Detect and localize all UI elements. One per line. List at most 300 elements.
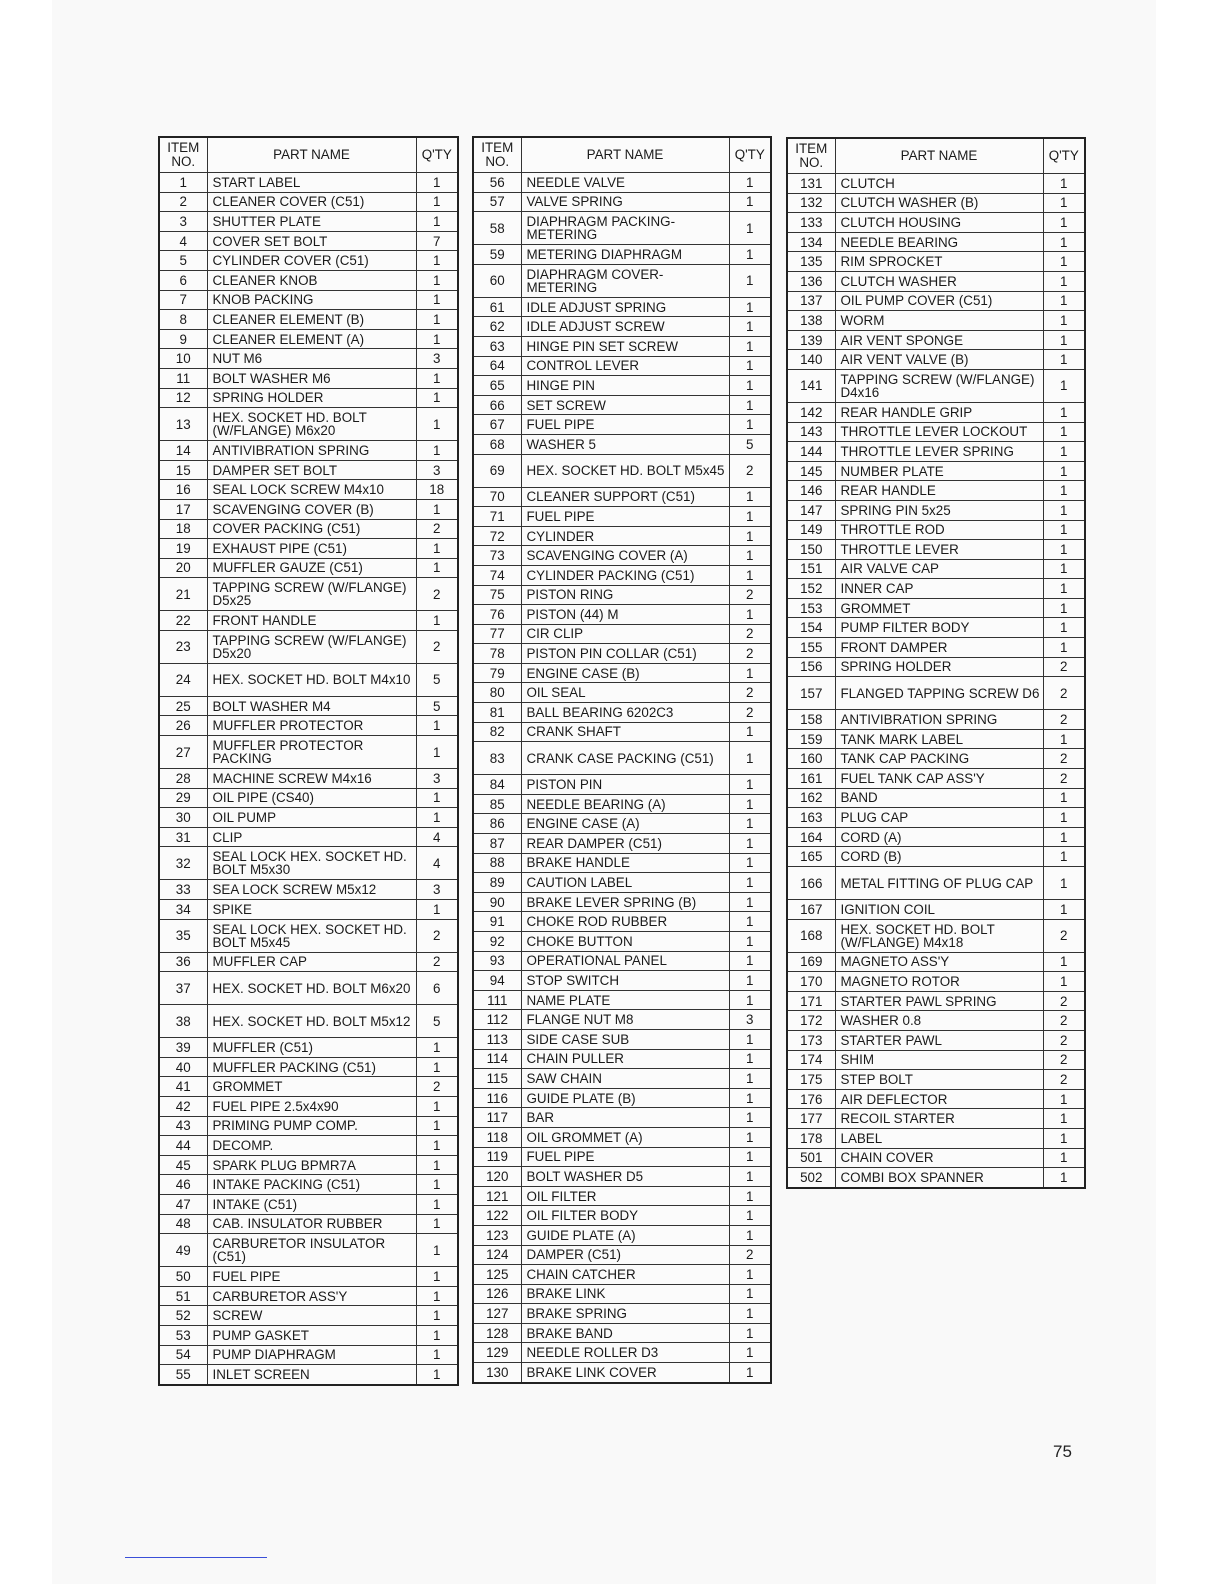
item-number: 41 [159,1077,207,1097]
part-name: INNER CAP [835,579,1043,599]
quantity: 1 [1043,1089,1085,1109]
table-row [159,231,458,251]
part-name: MUFFLER (C51) [207,1038,416,1058]
quantity: 1 [729,356,771,376]
quantity: 3 [416,880,458,900]
quantity: 1 [729,192,771,212]
item-number: 124 [473,1245,521,1265]
quantity: 1 [1043,847,1085,867]
part-name: FUEL PIPE [207,1267,416,1287]
item-number: 157 [787,677,835,710]
table-row [787,520,1085,540]
item-number: 176 [787,1089,835,1109]
part-name: LABEL [835,1128,1043,1148]
quantity: 1 [416,1097,458,1117]
item-number: 72 [473,526,521,546]
item-number: 35 [159,919,207,952]
table-row [787,1109,1085,1129]
part-name: ENGINE CASE (B) [521,663,729,683]
quantity: 5 [729,434,771,454]
quantity: 1 [416,441,458,461]
item-number: 60 [473,264,521,297]
table-row [159,900,458,920]
item-number: 8 [159,310,207,330]
item-number: 71 [473,507,521,527]
quantity: 2 [729,703,771,723]
item-number: 64 [473,356,521,376]
part-name: MUFFLER PACKING (C51) [207,1057,416,1077]
quantity: 1 [1043,311,1085,331]
table-row [159,1325,458,1345]
quantity: 1 [729,1343,771,1363]
part-name: SIDE CASE SUB [521,1029,729,1049]
item-number: 131 [787,174,835,194]
table-row [787,402,1085,422]
item-number: 74 [473,565,521,585]
table-row [787,1089,1085,1109]
part-name: OIL PUMP [207,808,416,828]
table-row [473,605,771,625]
table-row [473,794,771,814]
part-name: CAB. INSULATOR RUBBER [207,1214,416,1234]
quantity: 2 [729,585,771,605]
item-number: 29 [159,788,207,808]
part-name: COMBI BOX SPANNER [835,1168,1043,1188]
item-number: 122 [473,1206,521,1226]
table-row [159,251,458,271]
part-name: COVER SET BOLT [207,231,416,251]
table-row [159,329,458,349]
quantity: 1 [1043,213,1085,233]
item-number: 165 [787,847,835,867]
part-name: SPRING HOLDER [207,388,416,408]
table-row [159,1214,458,1234]
table-row [787,481,1085,501]
quantity: 1 [1043,481,1085,501]
quantity: 1 [1043,520,1085,540]
item-number: 172 [787,1011,835,1031]
part-name: AIR DEFLECTOR [835,1089,1043,1109]
table-row [473,1069,771,1089]
part-name: ENGINE CASE (A) [521,814,729,834]
part-name: CLEANER ELEMENT (B) [207,310,416,330]
part-name: HEX. SOCKET HD. BOLT M5x45 [521,454,729,487]
table-row [159,1077,458,1097]
item-number: 52 [159,1306,207,1326]
qty-header: Q'TY [1043,138,1085,174]
item-number: 2 [159,192,207,212]
table-row [473,1127,771,1147]
table-row [473,951,771,971]
table-row [473,1088,771,1108]
item-number: 155 [787,638,835,658]
quantity: 1 [416,192,458,212]
part-name: PISTON (44) M [521,605,729,625]
quantity: 1 [416,310,458,330]
part-name: INTAKE (C51) [207,1194,416,1214]
item-number: 30 [159,808,207,828]
table-row [159,368,458,388]
table-row [787,677,1085,710]
quantity: 2 [729,644,771,664]
quantity: 1 [729,415,771,435]
table-row [159,212,458,232]
item-number: 166 [787,867,835,900]
quantity: 1 [416,212,458,232]
item-number: 152 [787,579,835,599]
part-name: BRAKE LINK [521,1284,729,1304]
item-number: 170 [787,972,835,992]
table-row [159,1097,458,1117]
quantity: 1 [729,336,771,356]
table-row [787,442,1085,462]
part-name: SEA LOCK SCREW M5x12 [207,880,416,900]
quantity: 1 [729,1127,771,1147]
table-row [159,788,458,808]
item-number: 75 [473,585,521,605]
table-row [473,395,771,415]
part-name: AIR VENT VALVE (B) [835,350,1043,370]
item-number: 135 [787,252,835,272]
parts-rows [473,173,771,1383]
part-name: BRAKE HANDLE [521,853,729,873]
part-name: OIL FILTER BODY [521,1206,729,1226]
item-number: 39 [159,1038,207,1058]
table-row [473,1343,771,1363]
item-number: 141 [787,369,835,402]
table-row [473,892,771,912]
part-name: TAPPING SCREW (W/FLANGE) D5x25 [207,578,416,611]
item-number: 57 [473,192,521,212]
part-name: AIR VALVE CAP [835,559,1043,579]
table-row [473,775,771,795]
item-number: 116 [473,1088,521,1108]
table-row [473,336,771,356]
table-row [473,1108,771,1128]
quantity: 3 [416,769,458,789]
table-row [473,585,771,605]
part-name: SET SCREW [521,395,729,415]
quantity: 1 [416,1194,458,1214]
part-name: BOLT WASHER M6 [207,368,416,388]
table-row [473,434,771,454]
table-row [473,1167,771,1187]
part-name: FRONT DAMPER [835,638,1043,658]
quantity: 2 [416,1077,458,1097]
quantity: 1 [1043,369,1085,402]
footer-link-line [125,1557,267,1558]
table-row [787,330,1085,350]
quantity: 1 [416,1214,458,1234]
quantity: 1 [729,775,771,795]
table-row [159,1267,458,1287]
part-name: COVER PACKING (C51) [207,519,416,539]
table-row [473,703,771,723]
quantity: 1 [1043,174,1085,194]
table-row [159,1194,458,1214]
item-number: 63 [473,336,521,356]
table-row [159,349,458,369]
item-number: 120 [473,1167,521,1187]
quantity: 1 [729,1225,771,1245]
item-number: 83 [473,742,521,775]
part-name: OIL PUMP COVER (C51) [835,291,1043,311]
part-name: OIL FILTER [521,1186,729,1206]
quantity: 1 [729,1167,771,1187]
quantity: 1 [416,1286,458,1306]
quantity: 1 [416,1038,458,1058]
quantity: 1 [1043,442,1085,462]
quantity: 1 [416,270,458,290]
item-number: 67 [473,415,521,435]
item-number: 164 [787,827,835,847]
quantity: 2 [1043,1070,1085,1090]
item-number: 115 [473,1069,521,1089]
part-name: DAMPER (C51) [521,1245,729,1265]
item-number: 128 [473,1323,521,1343]
table-row [159,1116,458,1136]
part-name: IDLE ADJUST SPRING [521,297,729,317]
part-name: HEX. SOCKET HD. BOLT M4x10 [207,663,416,696]
part-name: WASHER 0.8 [835,1011,1043,1031]
item-number: 159 [787,729,835,749]
part-name: CYLINDER PACKING (C51) [521,565,729,585]
table-row [473,1029,771,1049]
item-number: 169 [787,952,835,972]
quantity: 5 [416,696,458,716]
item-number: 15 [159,460,207,480]
part-name: CYLINDER COVER (C51) [207,251,416,271]
quantity: 1 [729,526,771,546]
quantity: 1 [1043,972,1085,992]
item-no-header: ITEM NO. [787,138,835,174]
item-number: 34 [159,900,207,920]
table-row [159,716,458,736]
table-row [473,565,771,585]
quantity: 1 [729,245,771,265]
part-name: BALL BEARING 6202C3 [521,703,729,723]
part-name: MUFFLER GAUZE (C51) [207,558,416,578]
quantity: 1 [416,1365,458,1385]
quantity: 1 [729,794,771,814]
table-row [473,834,771,854]
quantity: 1 [729,912,771,932]
table-row [159,290,458,310]
part-name: METAL FITTING OF PLUG CAP [835,867,1043,900]
table-row [787,638,1085,658]
table-row [787,369,1085,402]
item-number: 82 [473,722,521,742]
quantity: 1 [1043,638,1085,658]
quantity: 1 [729,1265,771,1285]
table-row [159,972,458,1005]
item-number: 4 [159,231,207,251]
item-number: 12 [159,388,207,408]
item-number: 153 [787,598,835,618]
part-name: PRIMING PUMP COMP. [207,1116,416,1136]
part-name: CHAIN CATCHER [521,1265,729,1285]
table-row [159,1286,458,1306]
part-name: SCREW [207,1306,416,1326]
item-number: 27 [159,736,207,769]
part-name: BRAKE BAND [521,1323,729,1343]
table-row [473,1186,771,1206]
item-number: 14 [159,441,207,461]
quantity: 1 [1043,500,1085,520]
quantity: 2 [416,519,458,539]
quantity: 1 [729,605,771,625]
header-row [473,137,771,173]
item-number: 501 [787,1148,835,1168]
table-row [473,297,771,317]
quantity: 1 [1043,729,1085,749]
part-name: REAR HANDLE GRIP [835,402,1043,422]
quantity: 1 [416,368,458,388]
table-row [787,919,1085,952]
part-name: SAW CHAIN [521,1069,729,1089]
item-number: 48 [159,1214,207,1234]
table-row [787,559,1085,579]
part-name: FLANGED TAPPING SCREW D6 [835,677,1043,710]
quantity: 1 [416,329,458,349]
table-row [787,1128,1085,1148]
table-row [159,1365,458,1385]
quantity: 1 [1043,867,1085,900]
part-name: GROMMET [207,1077,416,1097]
part-name: NUT M6 [207,349,416,369]
table-row [159,736,458,769]
part-name: OIL SEAL [521,683,729,703]
part-name: FRONT HANDLE [207,611,416,631]
part-name: BOLT WASHER D5 [521,1167,729,1187]
quantity: 1 [729,1186,771,1206]
quantity: 1 [729,663,771,683]
table-row [159,310,458,330]
item-number: 11 [159,368,207,388]
item-number: 81 [473,703,521,723]
table-row [473,1265,771,1285]
quantity: 1 [729,834,771,854]
quantity: 1 [1043,808,1085,828]
item-number: 150 [787,540,835,560]
table-row [473,376,771,396]
table-row [473,624,771,644]
item-number: 173 [787,1030,835,1050]
quantity: 1 [416,788,458,808]
table-row [159,192,458,212]
part-name: PISTON RING [521,585,729,605]
item-number: 68 [473,434,521,454]
item-number: 79 [473,663,521,683]
item-number: 32 [159,847,207,880]
table-row [159,480,458,500]
quantity: 1 [729,507,771,527]
part-name: HEX. SOCKET HD. BOLT M5x12 [207,1005,416,1038]
quantity: 1 [1043,1168,1085,1188]
quantity: 1 [1043,827,1085,847]
table-row [787,827,1085,847]
part-name: PUMP GASKET [207,1325,416,1345]
item-number: 132 [787,193,835,213]
part-name-header: PART NAME [521,137,729,173]
quantity: 1 [416,558,458,578]
table-row [159,1038,458,1058]
item-number: 92 [473,932,521,952]
quantity: 1 [416,1345,458,1365]
part-name: NEEDLE ROLLER D3 [521,1343,729,1363]
part-name: STOP SWITCH [521,971,729,991]
part-name: INTAKE PACKING (C51) [207,1175,416,1195]
quantity: 2 [1043,919,1085,952]
table-row [473,742,771,775]
item-no-header: ITEM NO. [159,137,207,173]
item-number: 45 [159,1155,207,1175]
item-number: 53 [159,1325,207,1345]
table-row [473,1363,771,1383]
quantity: 3 [416,460,458,480]
item-number: 36 [159,952,207,972]
item-number: 143 [787,422,835,442]
quantity: 2 [729,624,771,644]
table-row [473,487,771,507]
quantity: 1 [1043,330,1085,350]
part-name: HINGE PIN [521,376,729,396]
item-number: 149 [787,520,835,540]
table-row [787,461,1085,481]
page-number: 75 [1053,1442,1072,1461]
part-name: SPARK PLUG BPMR7A [207,1155,416,1175]
quantity: 1 [729,853,771,873]
table-row [787,598,1085,618]
quantity: 1 [729,722,771,742]
item-number: 21 [159,578,207,611]
quantity: 1 [729,1147,771,1167]
part-name: BRAKE SPRING [521,1304,729,1324]
part-name: GROMMET [835,598,1043,618]
quantity: 1 [416,290,458,310]
table-row [159,441,458,461]
item-number: 121 [473,1186,521,1206]
item-number: 54 [159,1345,207,1365]
table-row [787,749,1085,769]
part-name: NUMBER PLATE [835,461,1043,481]
table-row [159,173,458,193]
item-number: 112 [473,1010,521,1030]
quantity: 1 [416,408,458,441]
item-number: 86 [473,814,521,834]
item-number: 136 [787,271,835,291]
item-number: 42 [159,1097,207,1117]
part-name: RECOIL STARTER [835,1109,1043,1129]
part-name: SEAL LOCK HEX. SOCKET HD. BOLT M5x30 [207,847,416,880]
part-name: IDLE ADJUST SCREW [521,317,729,337]
table-row [787,291,1085,311]
table-row [787,710,1085,730]
table-row [473,1010,771,1030]
item-number: 76 [473,605,521,625]
part-name: FUEL PIPE [521,507,729,527]
quantity: 1 [729,264,771,297]
quantity: 1 [1043,788,1085,808]
table-row [787,252,1085,272]
quantity: 2 [1043,991,1085,1011]
table-row [159,919,458,952]
table-row [473,526,771,546]
table-row [787,1168,1085,1188]
part-name: CHOKE BUTTON [521,932,729,952]
quantity: 1 [1043,559,1085,579]
part-name: CLUTCH WASHER (B) [835,193,1043,213]
